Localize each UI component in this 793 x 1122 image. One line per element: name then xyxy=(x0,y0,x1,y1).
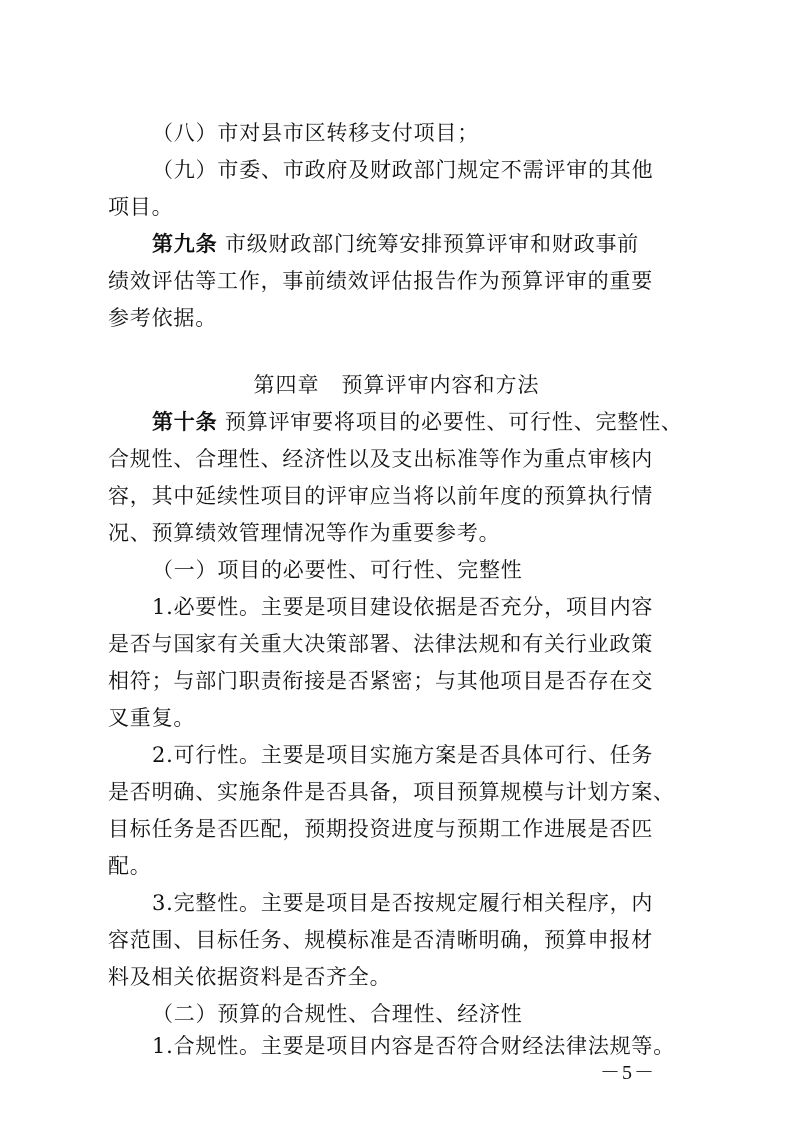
paragraph-line: 2.可行性。主要是项目实施方案是否具体可行、任务 xyxy=(152,743,654,767)
chapter-title: 第四章 预算评审内容和方法 xyxy=(253,373,540,397)
paragraph-line: 合规性、合理性、经济性以及支出标准等作为重点审核内 xyxy=(108,447,653,471)
article-9-heading: 第九条 xyxy=(152,232,218,256)
paragraph-line: 项目。 xyxy=(108,195,174,219)
paragraph-line: 叉重复。 xyxy=(108,706,196,730)
paragraph-line: 是否明确、实施条件是否具备，项目预算规模与计划方案、 xyxy=(108,780,675,804)
paragraph-line: （九）市委、市政府及财政部门规定不需评审的其他 xyxy=(152,158,654,182)
paragraph-line: 是否与国家有关重大决策部署、法律法规和有关行业政策 xyxy=(108,632,653,656)
article-10-line xyxy=(152,407,684,437)
paragraph-line: 1.合规性。主要是项目内容是否符合财经法律法规等。 xyxy=(152,1034,676,1058)
paragraph-line: 参考依据。 xyxy=(108,306,217,330)
paragraph-line: 3.完整性。主要是项目是否按规定履行相关程序，内 xyxy=(152,891,654,915)
paragraph-line: 料及相关依据资料是否齐全。 xyxy=(108,965,392,989)
section-heading: （一）项目的必要性、可行性、完整性 xyxy=(152,558,523,582)
article-10-text: 预算评审要将项目的必要性、可行性、完整性、 xyxy=(224,410,683,434)
paragraph-line: 相符；与部门职责衔接是否紧密；与其他项目是否存在交 xyxy=(108,669,653,693)
paragraph-line: 配。 xyxy=(108,854,152,878)
paragraph-line: 容范围、目标任务、规模标准是否清晰明确，预算申报材 xyxy=(108,928,653,952)
article-9-text: 市级财政部门统筹安排预算评审和财政事前 xyxy=(224,232,640,256)
paragraph-line: 况、预算绩效管理情况等作为重要参考。 xyxy=(108,521,501,545)
paragraph-line: 容，其中延续性项目的评审应当将以前年度的预算执行情 xyxy=(108,484,653,508)
paragraph-line: 绩效评估等工作，事前绩效评估报告作为预算评审的重要 xyxy=(108,269,653,293)
paragraph-line: 1.必要性。主要是项目建设依据是否充分，项目内容 xyxy=(152,595,654,619)
paragraph-line: 目标任务是否匹配，预期投资进度与预期工作进展是否匹 xyxy=(108,817,653,841)
article-10-heading: 第十条 xyxy=(152,410,218,434)
section-heading: （二）预算的合规性、合理性、经济性 xyxy=(152,1002,523,1026)
paragraph-line: （八）市对县市区转移支付项目； xyxy=(152,121,479,145)
article-9-line xyxy=(152,229,684,259)
page-number: －5－ xyxy=(600,1062,656,1084)
